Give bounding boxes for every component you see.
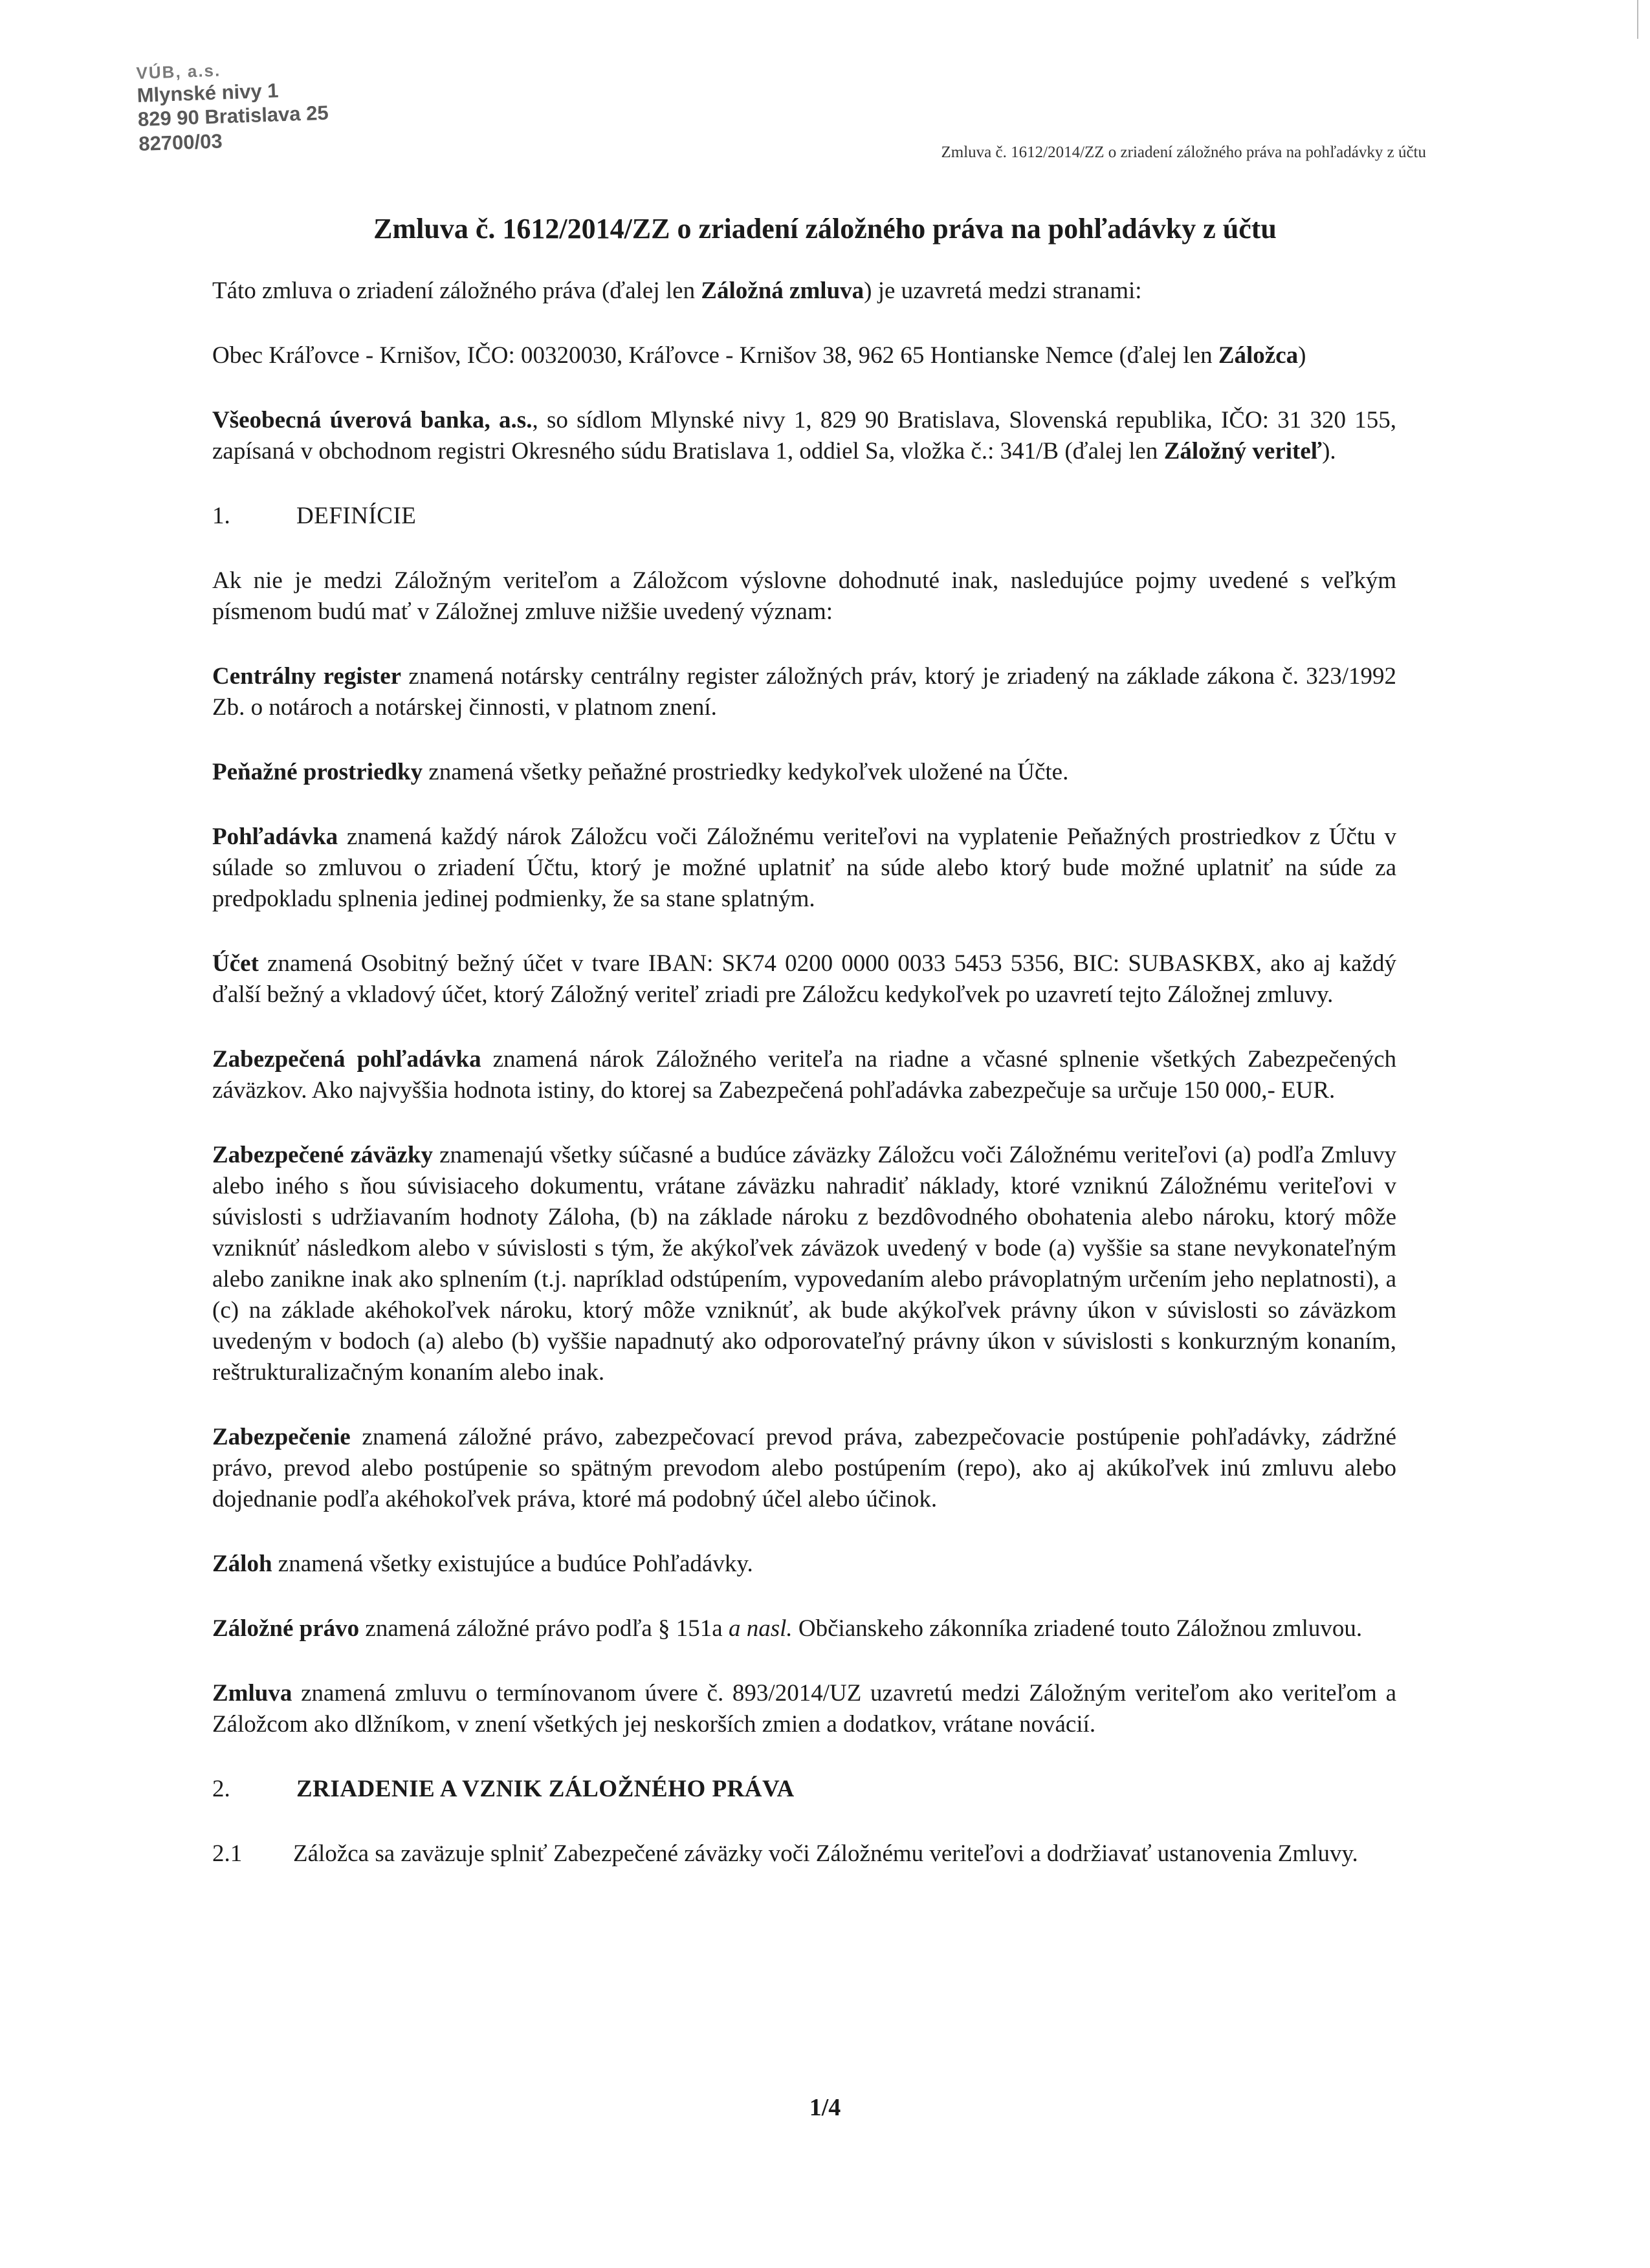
intro-text: ) je uzavretá medzi stranami: [864, 278, 1142, 304]
party-text: ) [1298, 342, 1306, 369]
definition-text: znamená každý nárok Záložcu voči Záložnému veriteľovi na vyplatenie Peňažných prostriedkov z Účtu v súlade so zmluvou o zriadení Účtu, ktorý je možné uplatniť na súde alebo ktorý bude možné uplatniť na súde za predpokladu splnenia jedinej podmienky, že sa stane splatným. [212, 823, 1396, 912]
party-text: , so sídlom Mlynské nivy 1, 829 90 Bratislava, Slovenská republika, IČO: 31 320 155, zapísaná v obchodnom registri Okresného súdu Bratislava 1, oddiel Sa, vložka č.: 341/B (ďalej len [212, 407, 1397, 464]
bank-address-stamp [136, 55, 372, 155]
stamp-line: 829 90 Bratislava 25 [137, 102, 329, 131]
scan-edge [1637, 0, 1638, 39]
definition-item [212, 1422, 1396, 1515]
definition-text: znamená notársky centrálny register záložných práv, ktorý je zriadený na základe zákona č. 323/1992 Zb. o notároch a notárskej činnosti, v platnom znení. [212, 663, 1397, 721]
definition-term: Záloh [212, 1551, 272, 1577]
definition-term: Peňažné prostriedky [212, 759, 423, 785]
defined-term: Záložca [1218, 342, 1299, 369]
definition-item [212, 1613, 1396, 1644]
definition-term: Zabezpečenie [212, 1424, 351, 1450]
stamp-line: Mlynské nivy 1 [137, 79, 280, 107]
section-number: 2. [212, 1776, 230, 1802]
bank-name: Všeobecná úverová banka, a.s. [212, 407, 533, 433]
definition-item [212, 1044, 1396, 1106]
definition-italic: a nasl. [728, 1615, 793, 1642]
definition-term: Záložné právo [212, 1615, 360, 1642]
intro-text: Táto zmluva o zriadení záložného práva (ďalej len [212, 278, 701, 304]
party-text: ). [1322, 438, 1336, 464]
definition-item [212, 1678, 1396, 1740]
definition-item [212, 661, 1396, 723]
defined-term: Záložný veriteľ [1163, 438, 1323, 464]
stamp-line: 82700/03 [138, 129, 223, 155]
definition-text: znamená všetky peňažné prostriedky kedykoľvek uložené na Účte. [423, 759, 1069, 785]
definition-term: Zabezpečené záväzky [212, 1142, 433, 1168]
section-title: DEFINÍCIE [296, 503, 417, 529]
party-text: Obec Kráľovce - Krnišov, IČO: 00320030, Kráľovce - Krnišov 38, 962 65 Hontianske Nemce (ďalej len [212, 342, 1218, 369]
stamp-line: VÚB, a.s. [136, 60, 221, 83]
section-heading [212, 501, 1396, 532]
definition-text: znamenajú všetky súčasné a budúce záväzky Záložcu voči Záložnému veriteľovi (a) podľa Zmluvy alebo iného s ňou súvisiaceho dokumentu, vrátane záväzku nahradiť náklady, ktoré vzniknú Záložnému veriteľovi v súvislosti s udržiavaním hodnoty Záloha, (b) na základe nároku z bezdôvodného obohatenia alebo nároku, ktorý môže vzniknúť následkom alebo v súvislosti s tým, že akýkoľvek záväzok uvedený v bode (a) vyššie sa stane nevykonateľným alebo zanikne inak ako splnením (t.j. napríklad odstúpením, vypovedaním alebo právoplatným určením jeho neplatnosti), a (c) na základe akéhokoľvek nároku, ktorý môže vzniknúť, ak bude akýkoľvek právny úkon v súvislosti so záväzkom uvedeným v bodoch (a) alebo (b) vyššie napadnutý ako odporovateľný právny úkon v súvislosti s konkurzným konaním, reštrukturalizačným konaním alebo inak. [212, 1142, 1396, 1386]
definition-text: znamená záložné právo, zabezpečovací prevod práva, zabezpečovacie postúpenie pohľadávky, zádržné právo, prevod alebo postúpenie so spätným prevodom alebo postúpením (repo), ako aj akúkoľvek inú zmluvu alebo dojednanie podľa akéhokoľvek práva, ktoré má podobný účel alebo účinok. [212, 1424, 1396, 1512]
document-body [212, 276, 1396, 1870]
party-bank [212, 405, 1396, 467]
definition-text: znamená nárok Záložného veriteľa na riadne a včasné splnenie všetkých Zabezpečených záväzkov. Ako najvyššia hodnota istiny, do ktorej sa Zabezpečená pohľadávka zabezpečuje sa určuje 150 000,- EUR. [212, 1046, 1396, 1104]
definition-term: Pohľadávka [212, 823, 338, 850]
party-zalozca [212, 340, 1396, 371]
clause-item [212, 1838, 1396, 1870]
definition-item [212, 1140, 1396, 1388]
defined-term: Záložná zmluva [701, 278, 864, 304]
definition-term: Centrálny register [212, 663, 402, 690]
definition-text: znamená všetky existujúce a budúce Pohľadávky. [272, 1551, 753, 1577]
definition-item [212, 1549, 1396, 1580]
section-heading [212, 1774, 1396, 1805]
running-header: Zmluva č. 1612/2014/ZZ o zriadení záložného práva na pohľadávky z účtu [941, 144, 1426, 161]
definition-item [212, 948, 1396, 1010]
definition-item [212, 822, 1396, 915]
definition-item [212, 757, 1396, 788]
definitions-intro: Ak nie je medzi Záložným veriteľom a Záložcom výslovne dohodnuté inak, nasledujúce pojmy uvedené s veľkým písmenom budú mať v Záložnej zmluve nižšie uvedený význam: [212, 567, 1396, 625]
clause-number: 2.1 [212, 1840, 243, 1867]
section-title: ZRIADENIE A VZNIK ZÁLOŽNÉHO PRÁVA [296, 1776, 795, 1802]
clause-text: Záložca sa zaväzuje splniť Zabezpečené záväzky voči Záložnému veriteľovi a dodržiavať ustanovenia Zmluvy. [293, 1840, 1358, 1867]
definition-term: Účet [212, 950, 259, 977]
definition-text: znamená zmluvu o termínovanom úvere č. 893/2014/UZ uzavretú medzi Záložným veriteľom ako veriteľom a Záložcom ako dlžníkom, v znení všetkých jej neskorších zmien a dodatkov, vrátane novácií. [212, 1680, 1396, 1738]
page-number: 1/4 [809, 2094, 841, 2121]
section-number: 1. [212, 503, 230, 529]
definition-term: Zmluva [212, 1680, 292, 1706]
definition-term: Zabezpečená pohľadávka [212, 1046, 481, 1073]
definition-text: znamená záložné právo podľa § 151a [359, 1615, 729, 1642]
intro-paragraph [212, 276, 1396, 307]
definition-text: znamená Osobitný bežný účet v tvare IBAN: SK74 0200 0000 0033 5453 5356, BIC: SUBASKBX, ako aj každý ďalší bežný a vkladový účet, ktorý Záložný veriteľ zriadi pre Záložcu kedykoľvek po uzavretí tejto Záložnej zmluvy. [212, 950, 1396, 1008]
document-title: Zmluva č. 1612/2014/ZZ o zriadení záložného práva na pohľadávky z účtu [373, 213, 1277, 245]
definition-text: Občianskeho zákonníka zriadené touto Záložnou zmluvou. [792, 1615, 1363, 1642]
